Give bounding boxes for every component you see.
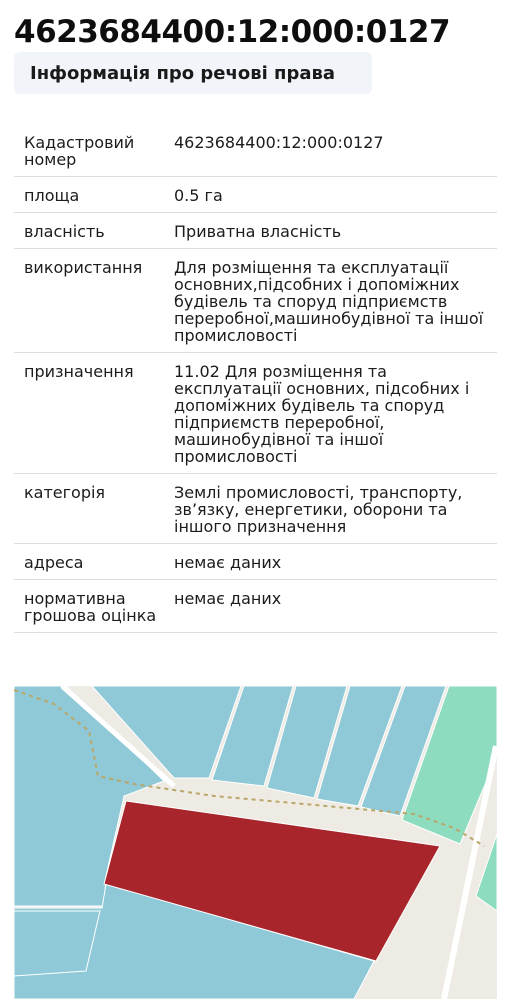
tab-rights-info[interactable]	[14, 52, 372, 94]
row-value-normative-value: немає даних	[174, 589, 282, 608]
row-label-normative-value: нормативна грошова оцінка	[24, 589, 157, 625]
table-row	[14, 544, 497, 580]
table-row	[14, 249, 497, 353]
row-label-purpose: призначення	[24, 362, 134, 381]
row-value-category: Землі промисловості, транспорту, зв’язку, енергетики, оборони та іншого призначення	[174, 483, 463, 536]
page-title: 4623684400:12:000:0127	[14, 14, 451, 50]
map-parcel[interactable]	[14, 911, 100, 976]
cadastral-map-canvas[interactable]	[14, 686, 497, 999]
table-row	[14, 177, 497, 213]
table-row	[14, 580, 497, 633]
table-row	[14, 474, 497, 544]
table-row	[14, 353, 497, 474]
row-value-purpose: 11.02 Для розміщення та експлуатації основних, підсобних і допоміжних будівель та споруд підприємств переробної, машинобудівної та іншої промисловості	[174, 362, 470, 466]
parcel-info-table	[14, 124, 497, 633]
row-label-cadastral-number: Кадастровий номер	[24, 133, 135, 169]
table-row	[14, 124, 497, 177]
row-label-usage: використання	[24, 258, 143, 277]
row-label-ownership: власність	[24, 222, 105, 241]
row-label-category: категорія	[24, 483, 106, 502]
tab-rights-info-label: Інформація про речові права	[30, 62, 336, 84]
row-value-cadastral-number: 4623684400:12:000:0127	[174, 133, 384, 152]
row-value-area: 0.5 га	[174, 186, 223, 205]
row-value-address: немає даних	[174, 553, 282, 572]
table-row	[14, 213, 497, 249]
row-label-area: площа	[24, 186, 80, 205]
row-label-address: адреса	[24, 553, 84, 572]
row-value-ownership: Приватна власність	[174, 222, 342, 241]
row-value-usage: Для розміщення та експлуатації основних,підсобних і допоміжних будівель та споруд підприємств переробної,машинобудівної та іншої промисловості	[174, 258, 484, 345]
cadastral-map[interactable]	[14, 686, 497, 999]
